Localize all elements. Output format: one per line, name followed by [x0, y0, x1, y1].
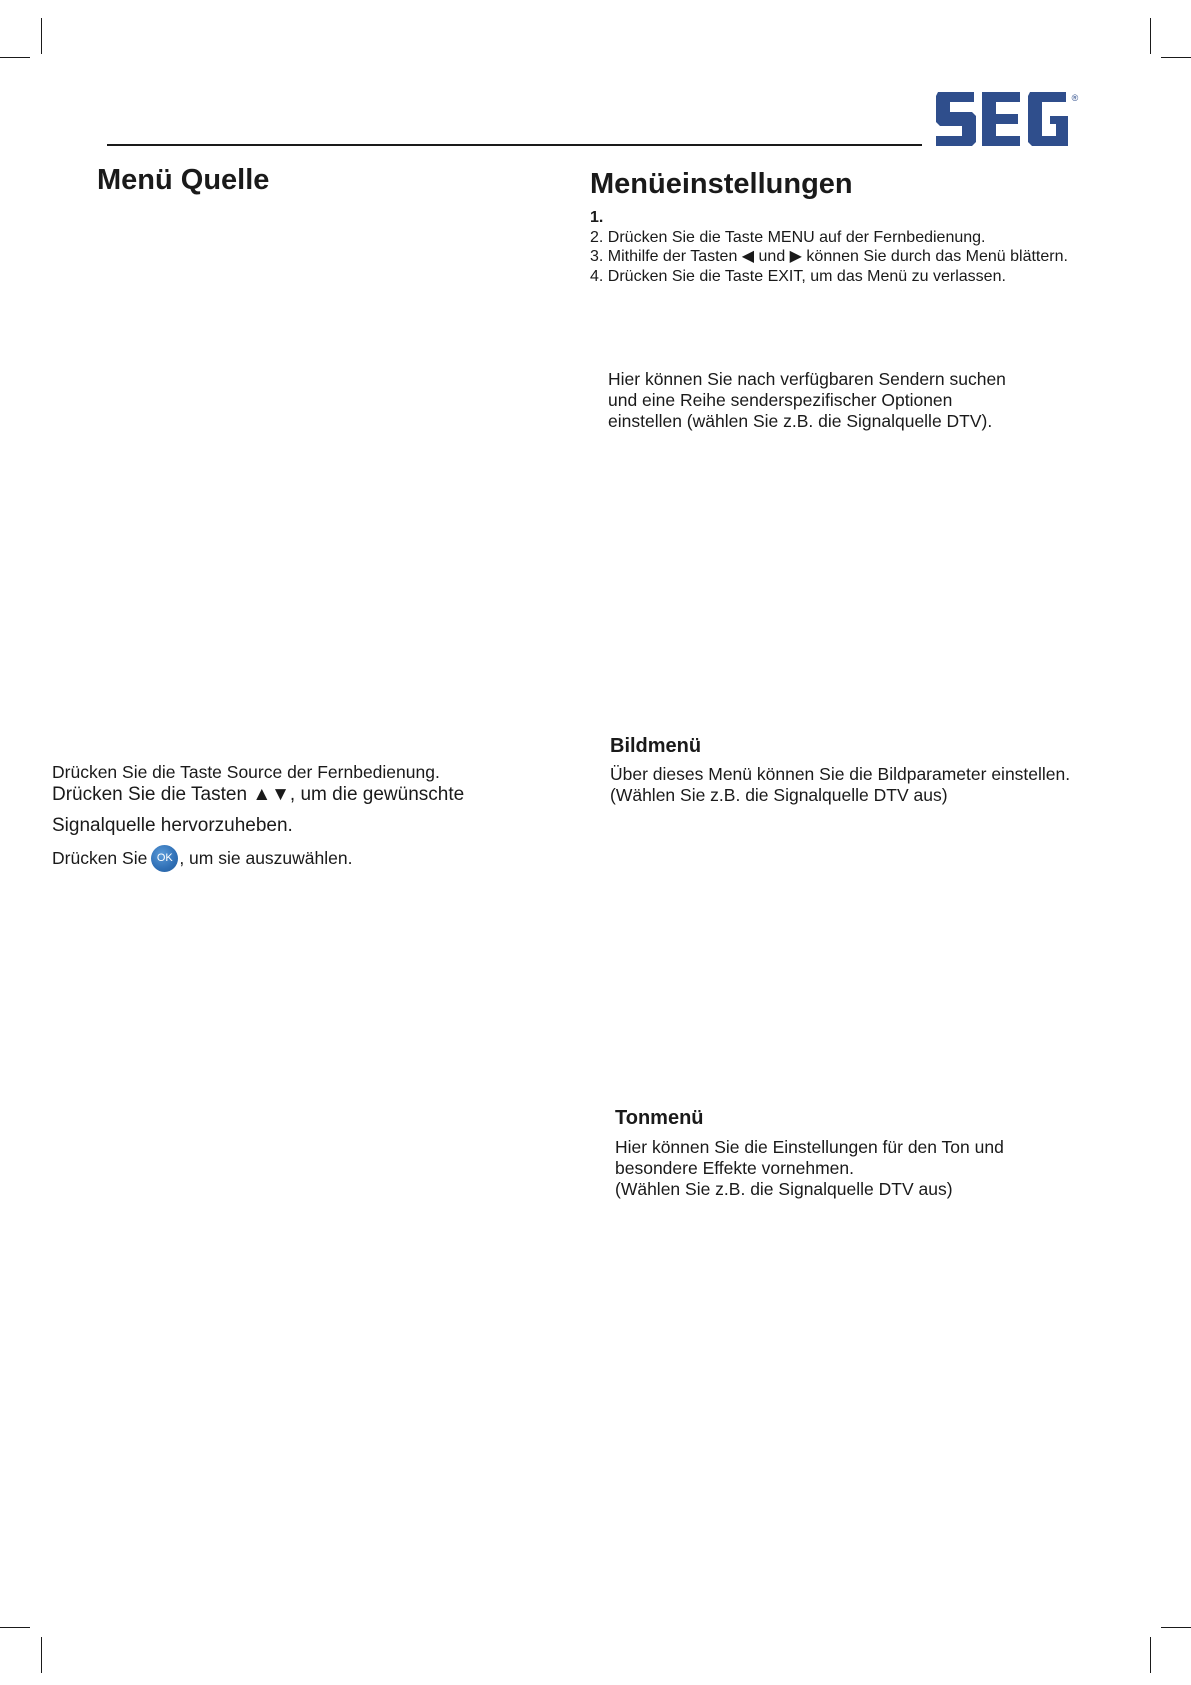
- crop-mark: [0, 57, 30, 58]
- picture-menu-description: [610, 764, 1070, 806]
- sound-menu-heading: Tonmenü: [615, 1107, 704, 1129]
- paragraph-line: einstellen (wählen Sie z.B. die Signalquelle DTV).: [608, 411, 993, 431]
- paragraph-line: Über dieses Menü können Sie die Bildparameter einstellen.: [610, 764, 1071, 784]
- paragraph-line: und eine Reihe senderspezifischer Optionen: [608, 390, 953, 410]
- instruction-text: , um sie auszuwählen.: [179, 848, 353, 868]
- crop-mark: [1161, 1627, 1191, 1628]
- crop-mark: [1161, 57, 1191, 58]
- crop-mark: [41, 1637, 42, 1673]
- paragraph-line: Hier können Sie nach verfügbaren Sendern suchen: [608, 369, 1006, 389]
- step-item: 2. Drücken Sie die Taste MENU auf der Fernbedienung.: [590, 228, 986, 246]
- ok-button-icon: OK: [151, 845, 178, 872]
- page-title-menu-settings: Menüeinstellungen: [590, 168, 853, 200]
- picture-menu-heading: Bildmenü: [610, 735, 702, 757]
- paragraph-line: (Wählen Sie z.B. die Signalquelle DTV aus): [615, 1179, 953, 1199]
- instruction-text: Drücken Sie: [52, 848, 148, 868]
- seg-logo: [934, 90, 1082, 150]
- step-item: 1.: [590, 209, 604, 226]
- header-rule: [107, 144, 922, 146]
- instruction-line: Drücken Sie die Taste Source der Fernbedienung.: [52, 762, 440, 782]
- steps-list: [590, 208, 1068, 286]
- page-title-source-menu: Menü Quelle: [97, 164, 270, 196]
- step-item: 3. Mithilfe der Tasten ◀ und ▶ können Sie durch das Menü blättern.: [590, 248, 1068, 265]
- paragraph-line: Hier können Sie die Einstellungen für den Ton und: [615, 1137, 1004, 1157]
- sound-menu-description: [615, 1137, 1004, 1200]
- crop-mark: [0, 1627, 30, 1628]
- paragraph-line: besondere Effekte vornehmen.: [615, 1158, 855, 1178]
- crop-mark: [41, 18, 42, 54]
- crop-mark: [1150, 1637, 1151, 1673]
- step-item: 4. Drücken Sie die Taste EXIT, um das Menü zu verlassen.: [590, 267, 1006, 285]
- instruction-line: [52, 845, 352, 872]
- channel-menu-description: [608, 369, 1006, 432]
- instruction-line: Signalquelle hervorzuheben.: [52, 815, 293, 836]
- registered-mark: ®: [1071, 93, 1079, 103]
- paragraph-line: (Wählen Sie z.B. die Signalquelle DTV aus): [610, 785, 948, 805]
- crop-mark: [1150, 18, 1151, 54]
- instruction-line: Drücken Sie die Tasten ▲▼, um die gewünschte: [52, 784, 465, 805]
